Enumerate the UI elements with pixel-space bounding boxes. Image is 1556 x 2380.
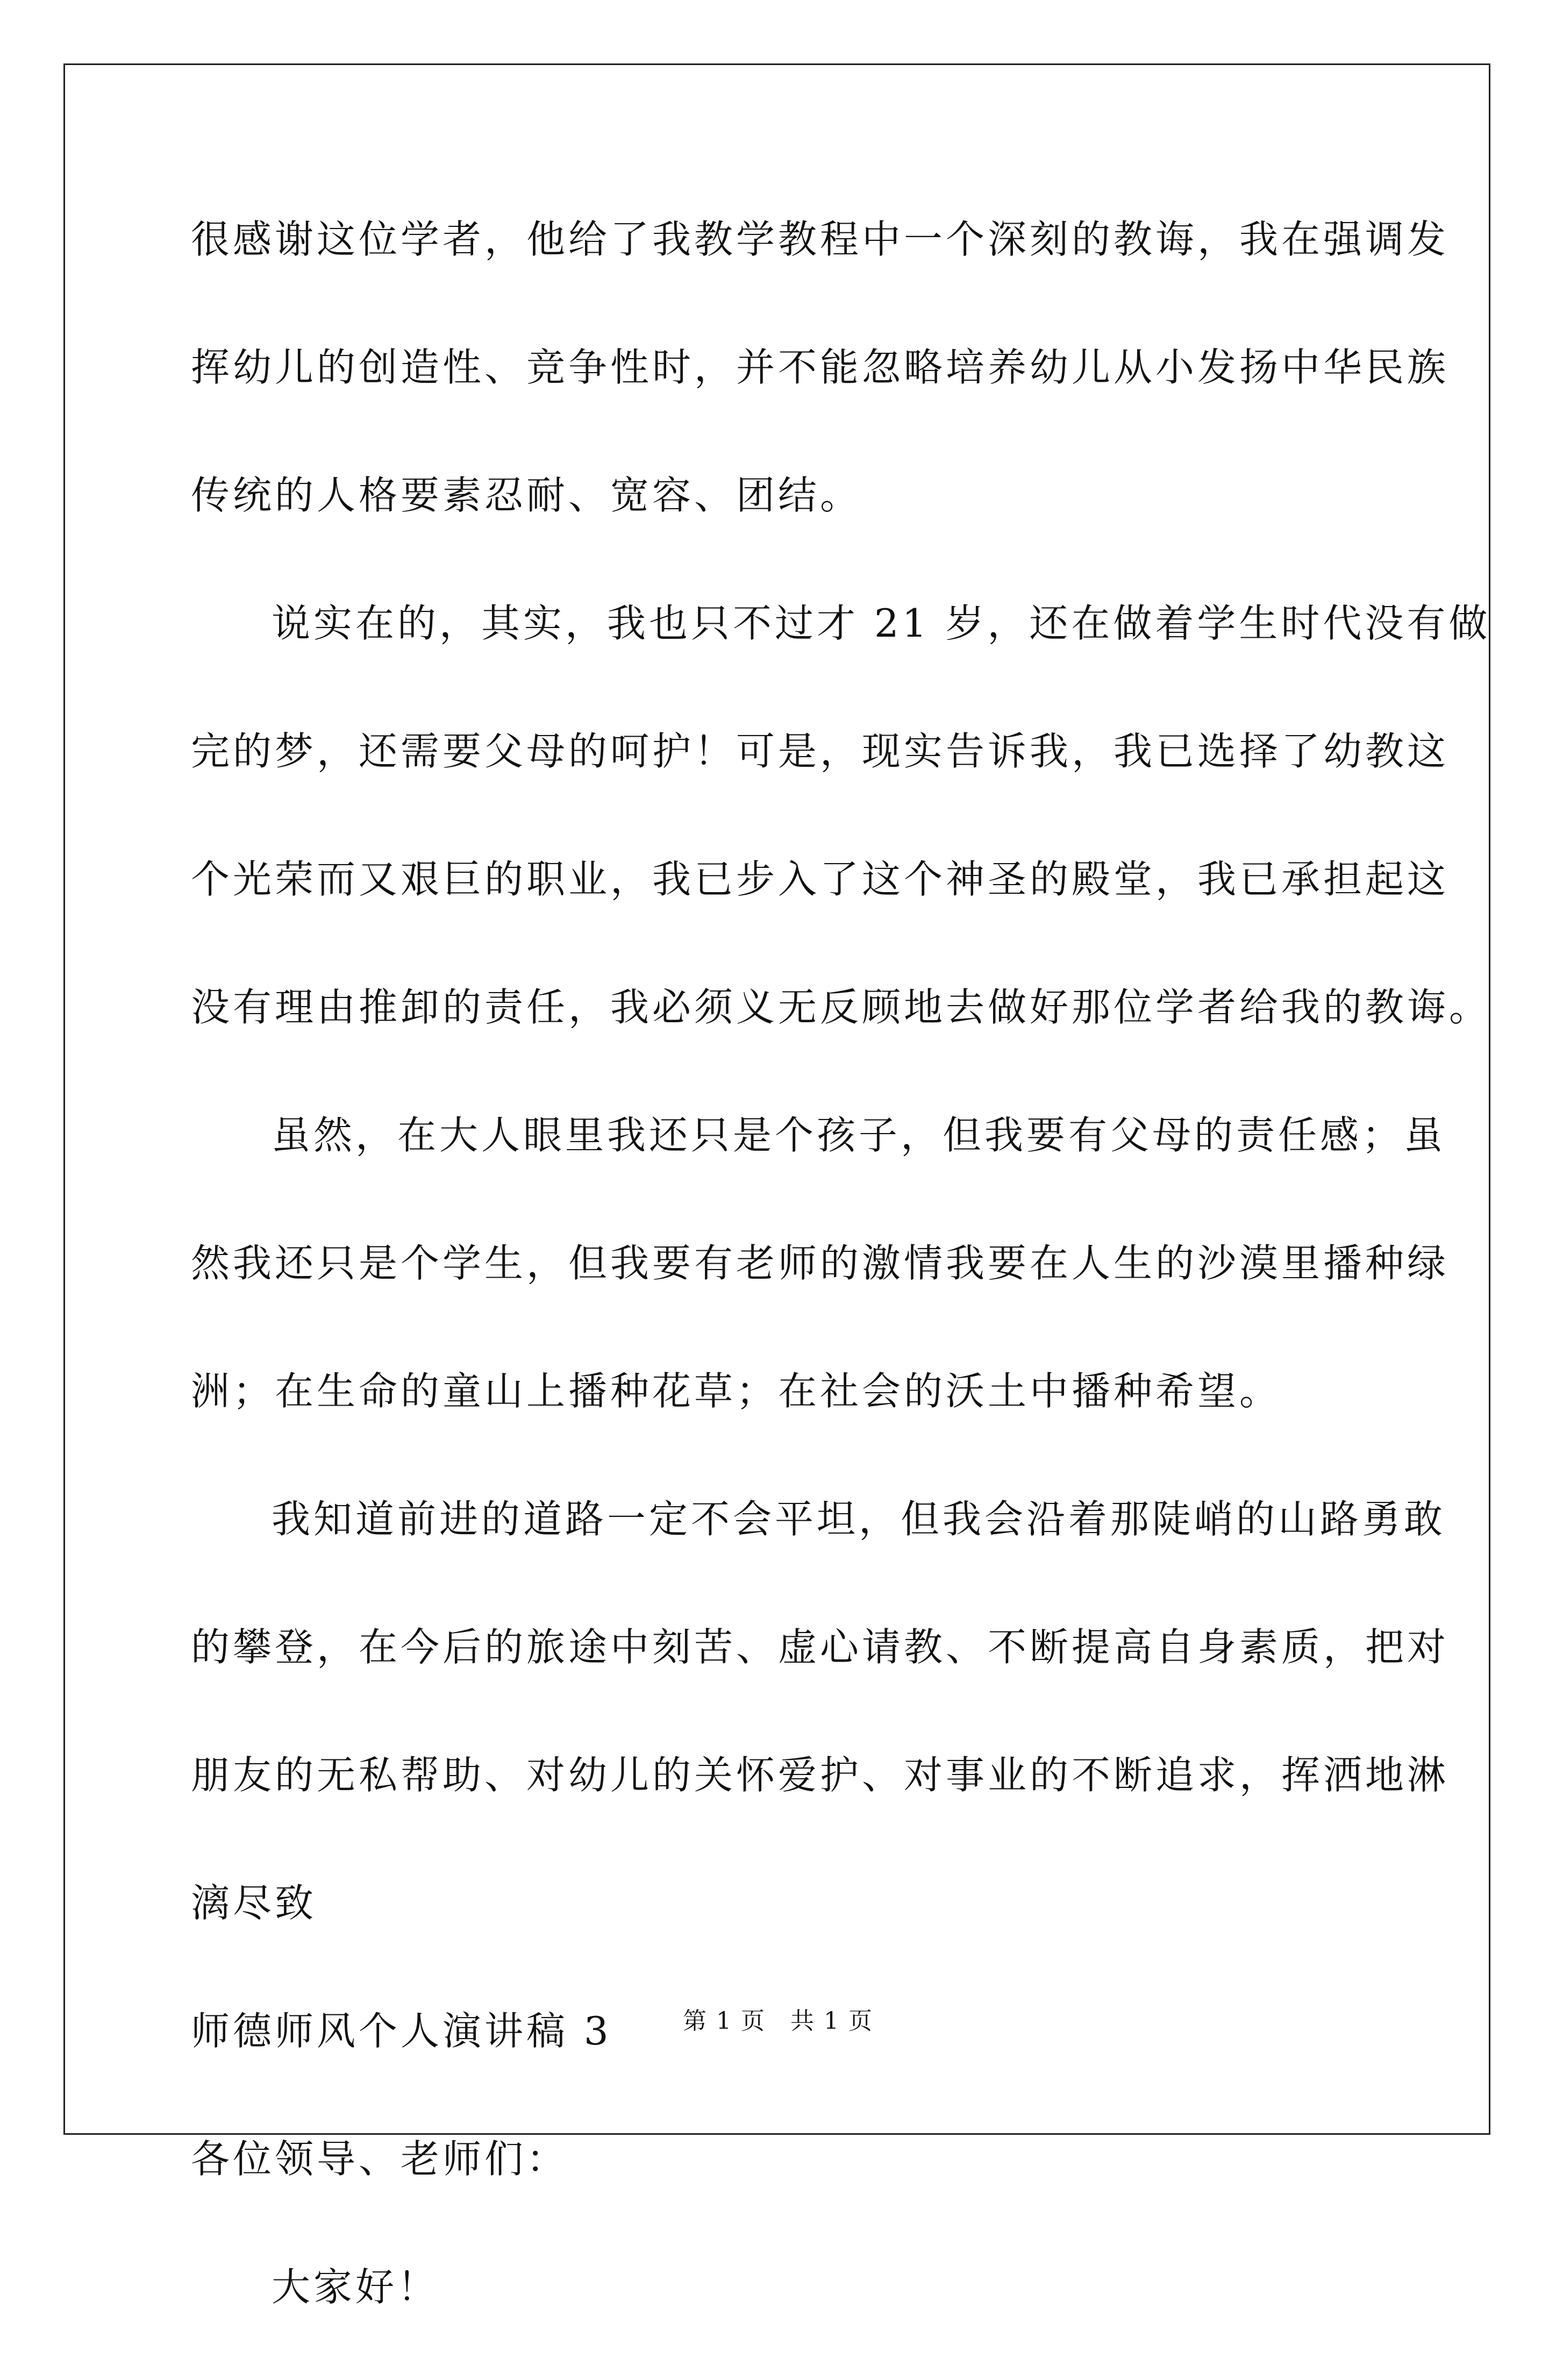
- salutation: 各位领导、老师们：: [191, 2136, 569, 2182]
- paragraph-line: 说实在的，其实，我也只不过才 21 岁，还在做着学生时代没有做: [272, 601, 1491, 646]
- paragraph-line: 漓尽致: [191, 1880, 317, 1926]
- paragraph-line: 洲；在生命的童山上播种花草；在社会的沃土中播种希望。: [191, 1369, 1282, 1414]
- document-body: [191, 204, 1491, 2380]
- paragraph-line: 传统的人格要素忍耐、宽容、团结。: [191, 473, 862, 518]
- paragraph-line: 虽然，在大人眼里我还只是个孩子，但我要有父母的责任感；虽: [272, 1113, 1446, 1158]
- paragraph-line: 的攀登，在今后的旅途中刻苦、虚心请教、不断提高自身素质，把对: [191, 1624, 1450, 1670]
- paragraph-line: 个光荣而又艰巨的职业，我已步入了这个神圣的殿堂，我已承担起这: [191, 857, 1450, 902]
- paragraph-line: 然我还只是个学生，但我要有老师的激情我要在人生的沙漠里播种绿: [191, 1241, 1450, 1286]
- paragraph-line: 挥幼儿的创造性、竞争性时，并不能忽略培养幼儿从小发扬中华民族: [191, 345, 1450, 390]
- paragraph-line: 我知道前进的道路一定不会平坦，但我会沿着那陡峭的山路勇敢: [272, 1497, 1446, 1542]
- section-heading: 师德师风个人演讲稿 3: [191, 2008, 612, 2054]
- greeting: 大家好！: [272, 2264, 440, 2310]
- paragraph-line: 很感谢这位学者，他给了我教学教程中一个深刻的教诲，我在强调发: [191, 217, 1450, 262]
- paragraph-line: 朋友的无私帮助、对幼儿的关怀爱护、对事业的不断追求，挥洒地淋: [191, 1752, 1450, 1798]
- page-number: 第 1 页 共 1 页: [683, 2007, 873, 2035]
- paragraph-line: 没有理由推卸的责任，我必须义无反顾地去做好那位学者给我的教诲。: [191, 985, 1491, 1030]
- paragraph-line: 完的梦，还需要父母的呵护！可是，现实告诉我，我已选择了幼教这: [191, 729, 1450, 774]
